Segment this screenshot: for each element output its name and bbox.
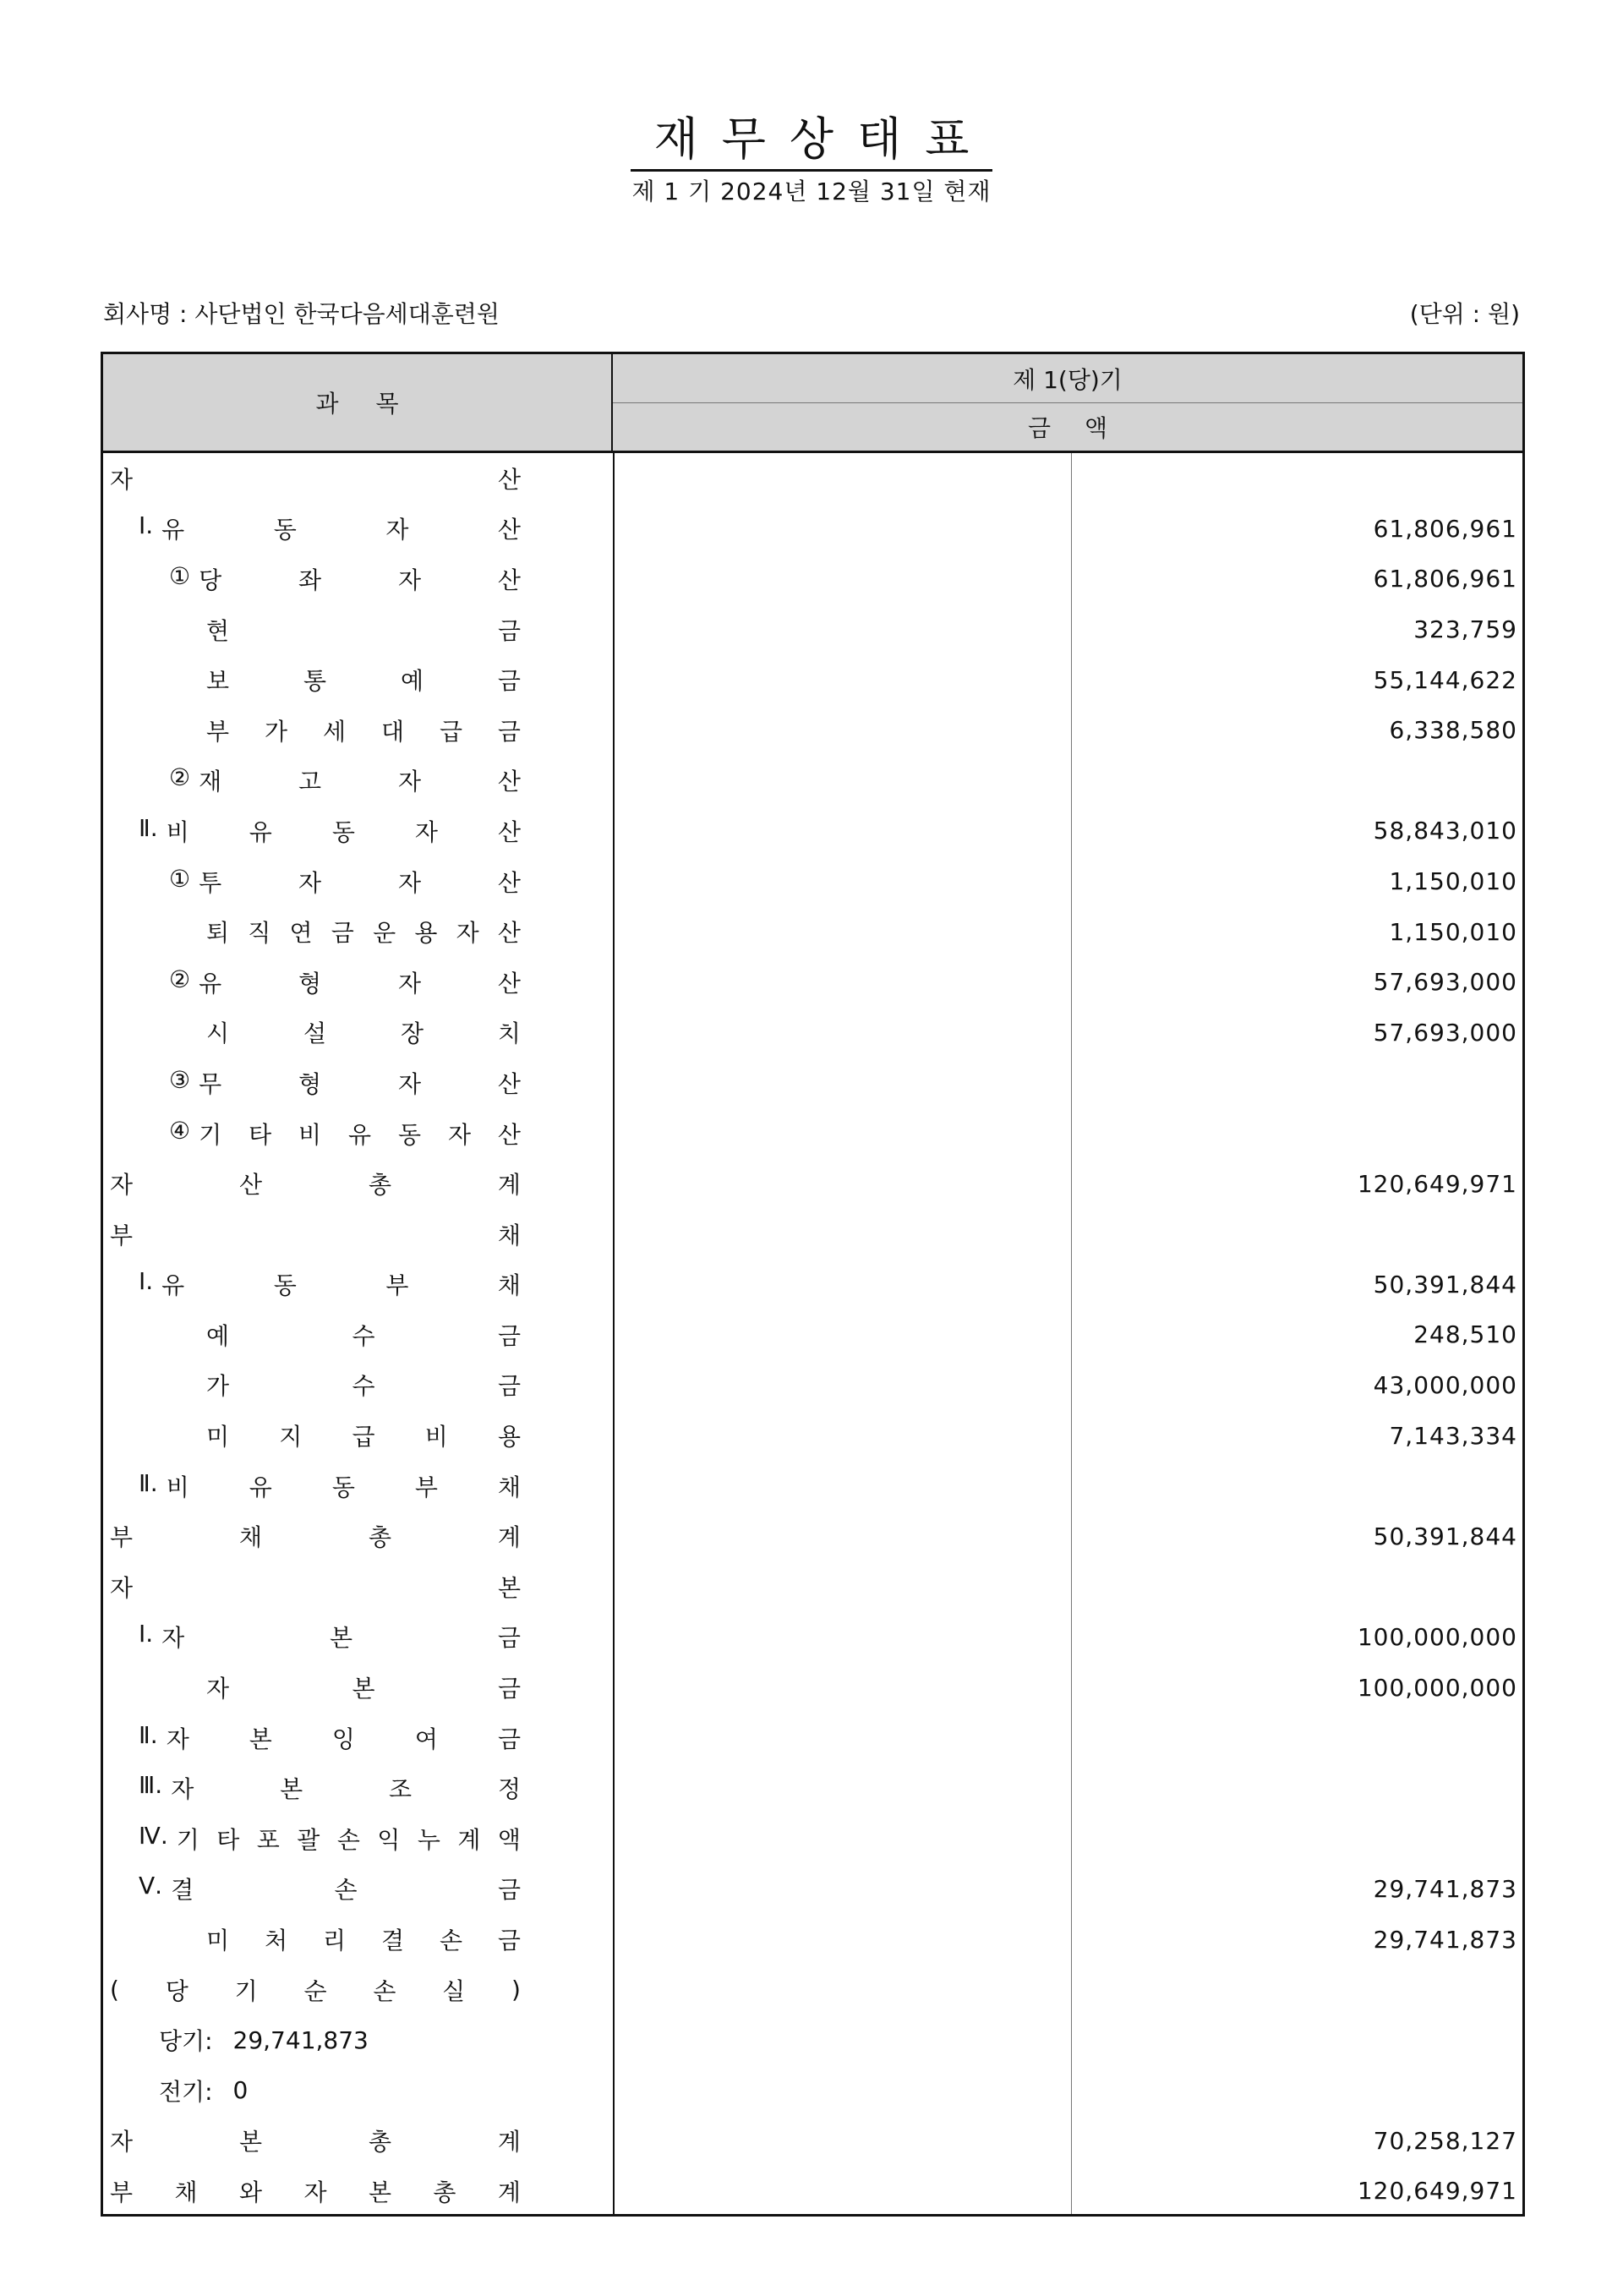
table-row xyxy=(103,453,1522,504)
row-inline-value: 29,741,873 xyxy=(232,2025,369,2054)
row-label-char: 채 xyxy=(174,2178,198,2206)
row-label-char: 기 xyxy=(176,1825,199,1854)
row-label-char: 급 xyxy=(439,717,462,746)
row-label-char: 자 xyxy=(385,516,409,544)
row-label-char: 동 xyxy=(273,516,297,544)
row-prefix: Ⅲ. xyxy=(139,1771,163,1800)
row-label-char: 누 xyxy=(417,1825,440,1854)
row-amount: 100,000,000 xyxy=(1357,1673,1517,1702)
row-prefix: ① xyxy=(169,561,191,590)
row-amount: 61,806,961 xyxy=(1373,514,1517,543)
row-label-char: 손 xyxy=(336,1825,360,1854)
table-row xyxy=(103,1713,1522,1763)
row-label xyxy=(169,856,521,907)
row-label xyxy=(159,2014,521,2065)
row-prefix: ③ xyxy=(169,1065,191,1094)
row-label-char: 대 xyxy=(380,717,405,746)
row-label-char: 유 xyxy=(161,516,185,544)
table-row xyxy=(103,756,1522,806)
row-label-char: 비 xyxy=(424,1423,448,1451)
table-row xyxy=(103,1360,1522,1411)
table-row xyxy=(103,1209,1522,1260)
row-label-char: 부 xyxy=(110,1221,134,1249)
row-label-char: 본 xyxy=(238,2128,263,2157)
row-label-char: 자 xyxy=(206,1675,230,1703)
currency-unit: (단위 : 원) xyxy=(1409,300,1520,328)
table-row xyxy=(103,1158,1522,1209)
row-label-char: 계 xyxy=(497,1523,521,1552)
row-label-char: 비 xyxy=(166,1473,189,1501)
table-row xyxy=(103,856,1522,907)
row-label-char: 타 xyxy=(216,1825,240,1854)
row-label-char: 금 xyxy=(331,919,354,948)
row-label-char: 결 xyxy=(380,1927,405,1955)
row-label-char: 총 xyxy=(368,2128,391,2157)
row-label-char: 실 xyxy=(442,1976,466,2005)
row-label-char: 손 xyxy=(334,1876,358,1905)
row-label-char: 동 xyxy=(331,817,355,846)
row-label-char: 직 xyxy=(248,919,271,948)
row-label-char: 자 xyxy=(110,1171,134,1200)
row-amount: 50,391,844 xyxy=(1373,1270,1517,1298)
row-label-char: 금 xyxy=(497,1321,521,1350)
row-label-char: 자 xyxy=(166,1725,189,1753)
row-amount: 248,510 xyxy=(1413,1320,1517,1349)
table-row xyxy=(103,2014,1522,2065)
table-row xyxy=(103,1662,1522,1713)
row-label-char: 금 xyxy=(497,1927,521,1955)
row-label xyxy=(206,1914,521,1965)
row-label-char: 부 xyxy=(414,1473,438,1501)
row-label-char: 조 xyxy=(389,1775,413,1804)
row-prefix: ② xyxy=(169,763,191,792)
period-subtitle: 제 1 기 2024년 12월 31일 현재 xyxy=(631,178,992,205)
row-label-char: 금 xyxy=(497,1876,521,1905)
table-row xyxy=(103,504,1522,555)
row-label-char: 괄 xyxy=(297,1825,320,1854)
row-amount: 57,693,000 xyxy=(1373,968,1517,997)
row-label-char: 산 xyxy=(497,566,521,594)
row-label-char: 부 xyxy=(385,1271,409,1300)
table-row xyxy=(103,2116,1522,2167)
row-prefix: ④ xyxy=(169,1116,191,1145)
row-label-char: 채 xyxy=(497,1473,521,1501)
table-row xyxy=(103,1813,1522,1864)
row-label-char: 통 xyxy=(303,667,327,696)
row-label xyxy=(110,453,521,504)
row-label-char: 가 xyxy=(206,1372,230,1401)
row-label-char: 현 xyxy=(206,616,230,645)
row-label-char: 포 xyxy=(256,1825,280,1854)
row-label xyxy=(206,1662,521,1713)
row-label-char: 자 xyxy=(397,566,422,594)
row-label xyxy=(110,1561,521,1612)
table-row xyxy=(103,1511,1522,1561)
row-label-char: 처 xyxy=(264,1927,288,1955)
row-label-char: 보 xyxy=(206,667,230,696)
header-period: 제 1(당)기 xyxy=(613,354,1522,403)
row-label-char: 와 xyxy=(238,2178,263,2206)
row-label-char: 유 xyxy=(161,1271,185,1300)
table-row xyxy=(103,1763,1522,1813)
row-label xyxy=(110,2166,521,2217)
row-label xyxy=(169,756,521,806)
row-label-char: 기 xyxy=(234,1976,258,2005)
row-label-char: 미 xyxy=(206,1927,230,1955)
row-label xyxy=(110,1511,521,1561)
row-label-char: 운 xyxy=(373,919,396,948)
row-label-char: 자 xyxy=(397,768,422,796)
header-subject: 과목 xyxy=(103,354,613,453)
company-name: 회사명 : 사단법인 한국다음세대훈련원 xyxy=(103,300,500,328)
row-prefix: Ⅱ. xyxy=(139,1720,158,1749)
table-body xyxy=(103,453,1522,2217)
row-label-char: 용 xyxy=(414,919,438,948)
row-label-char: 자 xyxy=(110,2128,134,2157)
row-amount: 100,000,000 xyxy=(1357,1622,1517,1651)
table-row xyxy=(103,1461,1522,1512)
row-label-char: 산 xyxy=(497,516,521,544)
row-label-char: 유 xyxy=(348,1120,372,1149)
balance-sheet-table xyxy=(101,352,1525,2217)
row-label-char: 유 xyxy=(249,817,272,846)
row-amount: 55,144,622 xyxy=(1373,665,1517,694)
row-label-char: 본 xyxy=(352,1675,375,1703)
row-label-char: 미 xyxy=(206,1423,230,1451)
row-label-char: 자 xyxy=(171,1775,194,1804)
row-label-char: 가 xyxy=(264,717,288,746)
row-prefix: Ⅰ. xyxy=(139,1267,154,1296)
row-label xyxy=(110,1965,521,2015)
row-label-char: 동 xyxy=(331,1473,355,1501)
row-label-char: 예 xyxy=(206,1321,230,1350)
row-label-char: 치 xyxy=(497,1020,521,1048)
row-amount: 70,258,127 xyxy=(1373,2126,1517,2155)
row-label-char: 계 xyxy=(497,1171,521,1200)
row-label-char: 산 xyxy=(238,1171,263,1200)
row-label-char: 투 xyxy=(199,868,222,897)
row-amount: 57,693,000 xyxy=(1373,1018,1517,1047)
table-row xyxy=(103,705,1522,756)
row-label-char: 채 xyxy=(497,1271,521,1300)
row-label xyxy=(139,1461,521,1512)
row-label-char: 동 xyxy=(397,1120,422,1149)
table-row xyxy=(103,1914,1522,1965)
table-row xyxy=(103,1864,1522,1915)
row-label-char: 자 xyxy=(456,919,479,948)
row-label-char: 재 xyxy=(199,768,222,796)
row-amount: 120,649,971 xyxy=(1357,2177,1517,2206)
row-label-char: 자 xyxy=(397,1069,422,1098)
row-label-char: 형 xyxy=(298,1069,322,1098)
row-label-char: 산 xyxy=(497,465,521,494)
row-label-char: 고 xyxy=(298,768,322,796)
row-prefix: Ⅰ. xyxy=(139,511,154,540)
row-inline-value: 0 xyxy=(232,2076,249,2105)
table-row xyxy=(103,1008,1522,1058)
row-label-char: 총 xyxy=(433,2178,456,2206)
table-row xyxy=(103,604,1522,655)
row-label-char: 산 xyxy=(497,1069,521,1098)
row-label-char: 산 xyxy=(497,969,521,998)
row-label xyxy=(139,504,521,555)
row-label-char: 순 xyxy=(303,1976,327,2005)
table-row xyxy=(103,2166,1522,2217)
row-amount: 1,150,010 xyxy=(1389,867,1517,896)
row-label-char: 자 xyxy=(303,2178,327,2206)
row-label xyxy=(206,1309,521,1360)
row-label xyxy=(159,2065,521,2116)
row-label-char: 자 xyxy=(447,1120,472,1149)
row-label-char: 금 xyxy=(497,667,521,696)
table-row xyxy=(103,1309,1522,1360)
row-label xyxy=(206,1410,521,1461)
row-prefix: Ⅱ. xyxy=(139,1468,158,1497)
row-amount: 43,000,000 xyxy=(1373,1370,1517,1399)
row-label xyxy=(139,1612,521,1663)
table-row xyxy=(103,957,1522,1008)
document-title: 재무상태표 xyxy=(0,110,1623,172)
row-label xyxy=(139,1713,521,1763)
row-prefix: Ⅰ. xyxy=(139,1620,154,1648)
row-label-char: 세 xyxy=(322,717,347,746)
row-prefix: ① xyxy=(169,864,191,893)
table-row xyxy=(103,2065,1522,2116)
row-amount: 120,649,971 xyxy=(1357,1169,1517,1198)
row-label-char: 결 xyxy=(171,1876,194,1905)
row-label-char: 여 xyxy=(414,1725,438,1753)
row-label-char: 형 xyxy=(298,969,322,998)
row-label xyxy=(139,1864,521,1915)
table-row xyxy=(103,654,1522,705)
row-label-char: 연 xyxy=(289,919,313,948)
row-label-char: 좌 xyxy=(298,566,322,594)
row-label-char: 산 xyxy=(497,817,521,846)
row-amount: 29,741,873 xyxy=(1373,1874,1517,1903)
row-label-char: 자 xyxy=(397,969,422,998)
row-prefix: ② xyxy=(169,965,191,993)
row-label xyxy=(169,1108,521,1159)
row-label-char: 기 xyxy=(199,1120,222,1149)
row-prefix: Ⅴ. xyxy=(139,1872,163,1900)
row-label-char: 유 xyxy=(199,969,222,998)
row-label-char: 총 xyxy=(368,1523,391,1552)
row-label xyxy=(206,906,521,957)
row-label xyxy=(169,554,521,604)
row-label xyxy=(110,1158,521,1209)
row-label-char: 수 xyxy=(352,1372,375,1401)
row-label-char: 본 xyxy=(330,1624,353,1653)
row-label-char: 본 xyxy=(280,1775,303,1804)
row-label-char: 비 xyxy=(298,1120,322,1149)
row-label-text: 전기: xyxy=(159,2077,213,2106)
table-row xyxy=(103,1260,1522,1310)
row-label-char: 부 xyxy=(110,2178,134,2206)
row-label-char: 수 xyxy=(352,1321,375,1350)
table-row xyxy=(103,1410,1522,1461)
row-label-char: 계 xyxy=(457,1825,481,1854)
row-label-text: 당기: xyxy=(159,2027,213,2056)
row-label-char: 금 xyxy=(497,1725,521,1753)
row-label-char: 타 xyxy=(249,1120,272,1149)
table-row xyxy=(103,1561,1522,1612)
table-row xyxy=(103,554,1522,604)
row-label-char: 자 xyxy=(161,1624,185,1653)
row-label-char: 총 xyxy=(368,1171,391,1200)
row-label-char: 정 xyxy=(497,1775,521,1804)
row-amount: 323,759 xyxy=(1413,615,1517,644)
row-label xyxy=(169,1058,521,1108)
table-row xyxy=(103,1612,1522,1663)
row-amount: 61,806,961 xyxy=(1373,565,1517,593)
row-label-char: 금 xyxy=(497,616,521,645)
row-label-char: 리 xyxy=(322,1927,347,1955)
row-label-char: 자 xyxy=(414,817,438,846)
row-label-char: 장 xyxy=(400,1020,424,1048)
row-amount: 58,843,010 xyxy=(1373,817,1517,845)
row-label-char: 자 xyxy=(298,868,322,897)
row-label-char: 계 xyxy=(497,2128,521,2157)
row-label-char: 무 xyxy=(199,1069,222,1098)
table-row xyxy=(103,906,1522,957)
row-label-char: 시 xyxy=(206,1020,230,1048)
row-label xyxy=(139,806,521,856)
row-label xyxy=(139,1813,521,1864)
row-label-char: ( xyxy=(110,1976,119,2004)
row-label-char: 금 xyxy=(497,1675,521,1703)
row-label-char: 산 xyxy=(497,1120,521,1149)
row-label-char: 본 xyxy=(497,1573,521,1602)
row-label xyxy=(206,654,521,705)
row-prefix: Ⅱ. xyxy=(139,813,158,842)
row-label xyxy=(139,1763,521,1813)
row-label-char: 급 xyxy=(352,1423,375,1451)
row-label-char: 설 xyxy=(303,1020,327,1048)
row-label xyxy=(206,1008,521,1058)
table-row xyxy=(103,1108,1522,1159)
row-prefix: Ⅳ. xyxy=(139,1821,168,1850)
row-label-char: 계 xyxy=(497,2178,521,2206)
row-label xyxy=(169,957,521,1008)
row-label-char: 지 xyxy=(279,1423,303,1451)
row-label-char: 액 xyxy=(497,1825,521,1854)
row-label-char: 예 xyxy=(400,667,424,696)
row-label-char: 부 xyxy=(206,717,230,746)
row-label-char: 채 xyxy=(238,1523,263,1552)
row-label xyxy=(206,604,521,655)
table-row xyxy=(103,806,1522,856)
row-label xyxy=(206,705,521,756)
row-label-char: 유 xyxy=(249,1473,272,1501)
row-label-char: 손 xyxy=(439,1927,462,1955)
row-label-char: 당 xyxy=(199,566,222,594)
row-label-char: 금 xyxy=(497,1624,521,1653)
row-label xyxy=(110,2116,521,2167)
row-label-char: 금 xyxy=(497,1372,521,1401)
row-label-char: 용 xyxy=(497,1423,521,1451)
row-label-char: 손 xyxy=(373,1976,396,2005)
row-amount: 29,741,873 xyxy=(1373,1925,1517,1954)
row-label-char: 산 xyxy=(497,768,521,796)
row-label-char: 익 xyxy=(377,1825,401,1854)
row-label-char: ) xyxy=(511,1976,521,2004)
row-label xyxy=(110,1209,521,1260)
row-label-char: 당 xyxy=(165,1976,189,2005)
row-label-char: 부 xyxy=(110,1523,134,1552)
row-label-char: 잉 xyxy=(331,1725,355,1753)
row-label-char: 퇴 xyxy=(206,919,230,948)
row-label xyxy=(139,1260,521,1310)
row-label-char: 금 xyxy=(497,717,521,746)
table-row xyxy=(103,1058,1522,1108)
row-label-char: 채 xyxy=(497,1221,521,1249)
row-label xyxy=(206,1360,521,1411)
row-amount: 1,150,010 xyxy=(1389,917,1517,946)
row-label-char: 자 xyxy=(110,465,134,494)
row-amount: 7,143,334 xyxy=(1389,1421,1517,1450)
row-label-char: 본 xyxy=(249,1725,272,1753)
row-label-char: 산 xyxy=(497,919,521,948)
row-amount: 50,391,844 xyxy=(1373,1522,1517,1550)
row-amount: 6,338,580 xyxy=(1389,716,1517,745)
table-row xyxy=(103,1965,1522,2015)
row-label-char: 자 xyxy=(110,1573,134,1602)
row-label-char: 본 xyxy=(368,2178,391,2206)
header-amount: 금액 xyxy=(613,403,1522,453)
row-label-char: 산 xyxy=(497,868,521,897)
row-label-char: 동 xyxy=(273,1271,297,1300)
row-label-char: 비 xyxy=(166,817,189,846)
row-label-char: 자 xyxy=(397,868,422,897)
